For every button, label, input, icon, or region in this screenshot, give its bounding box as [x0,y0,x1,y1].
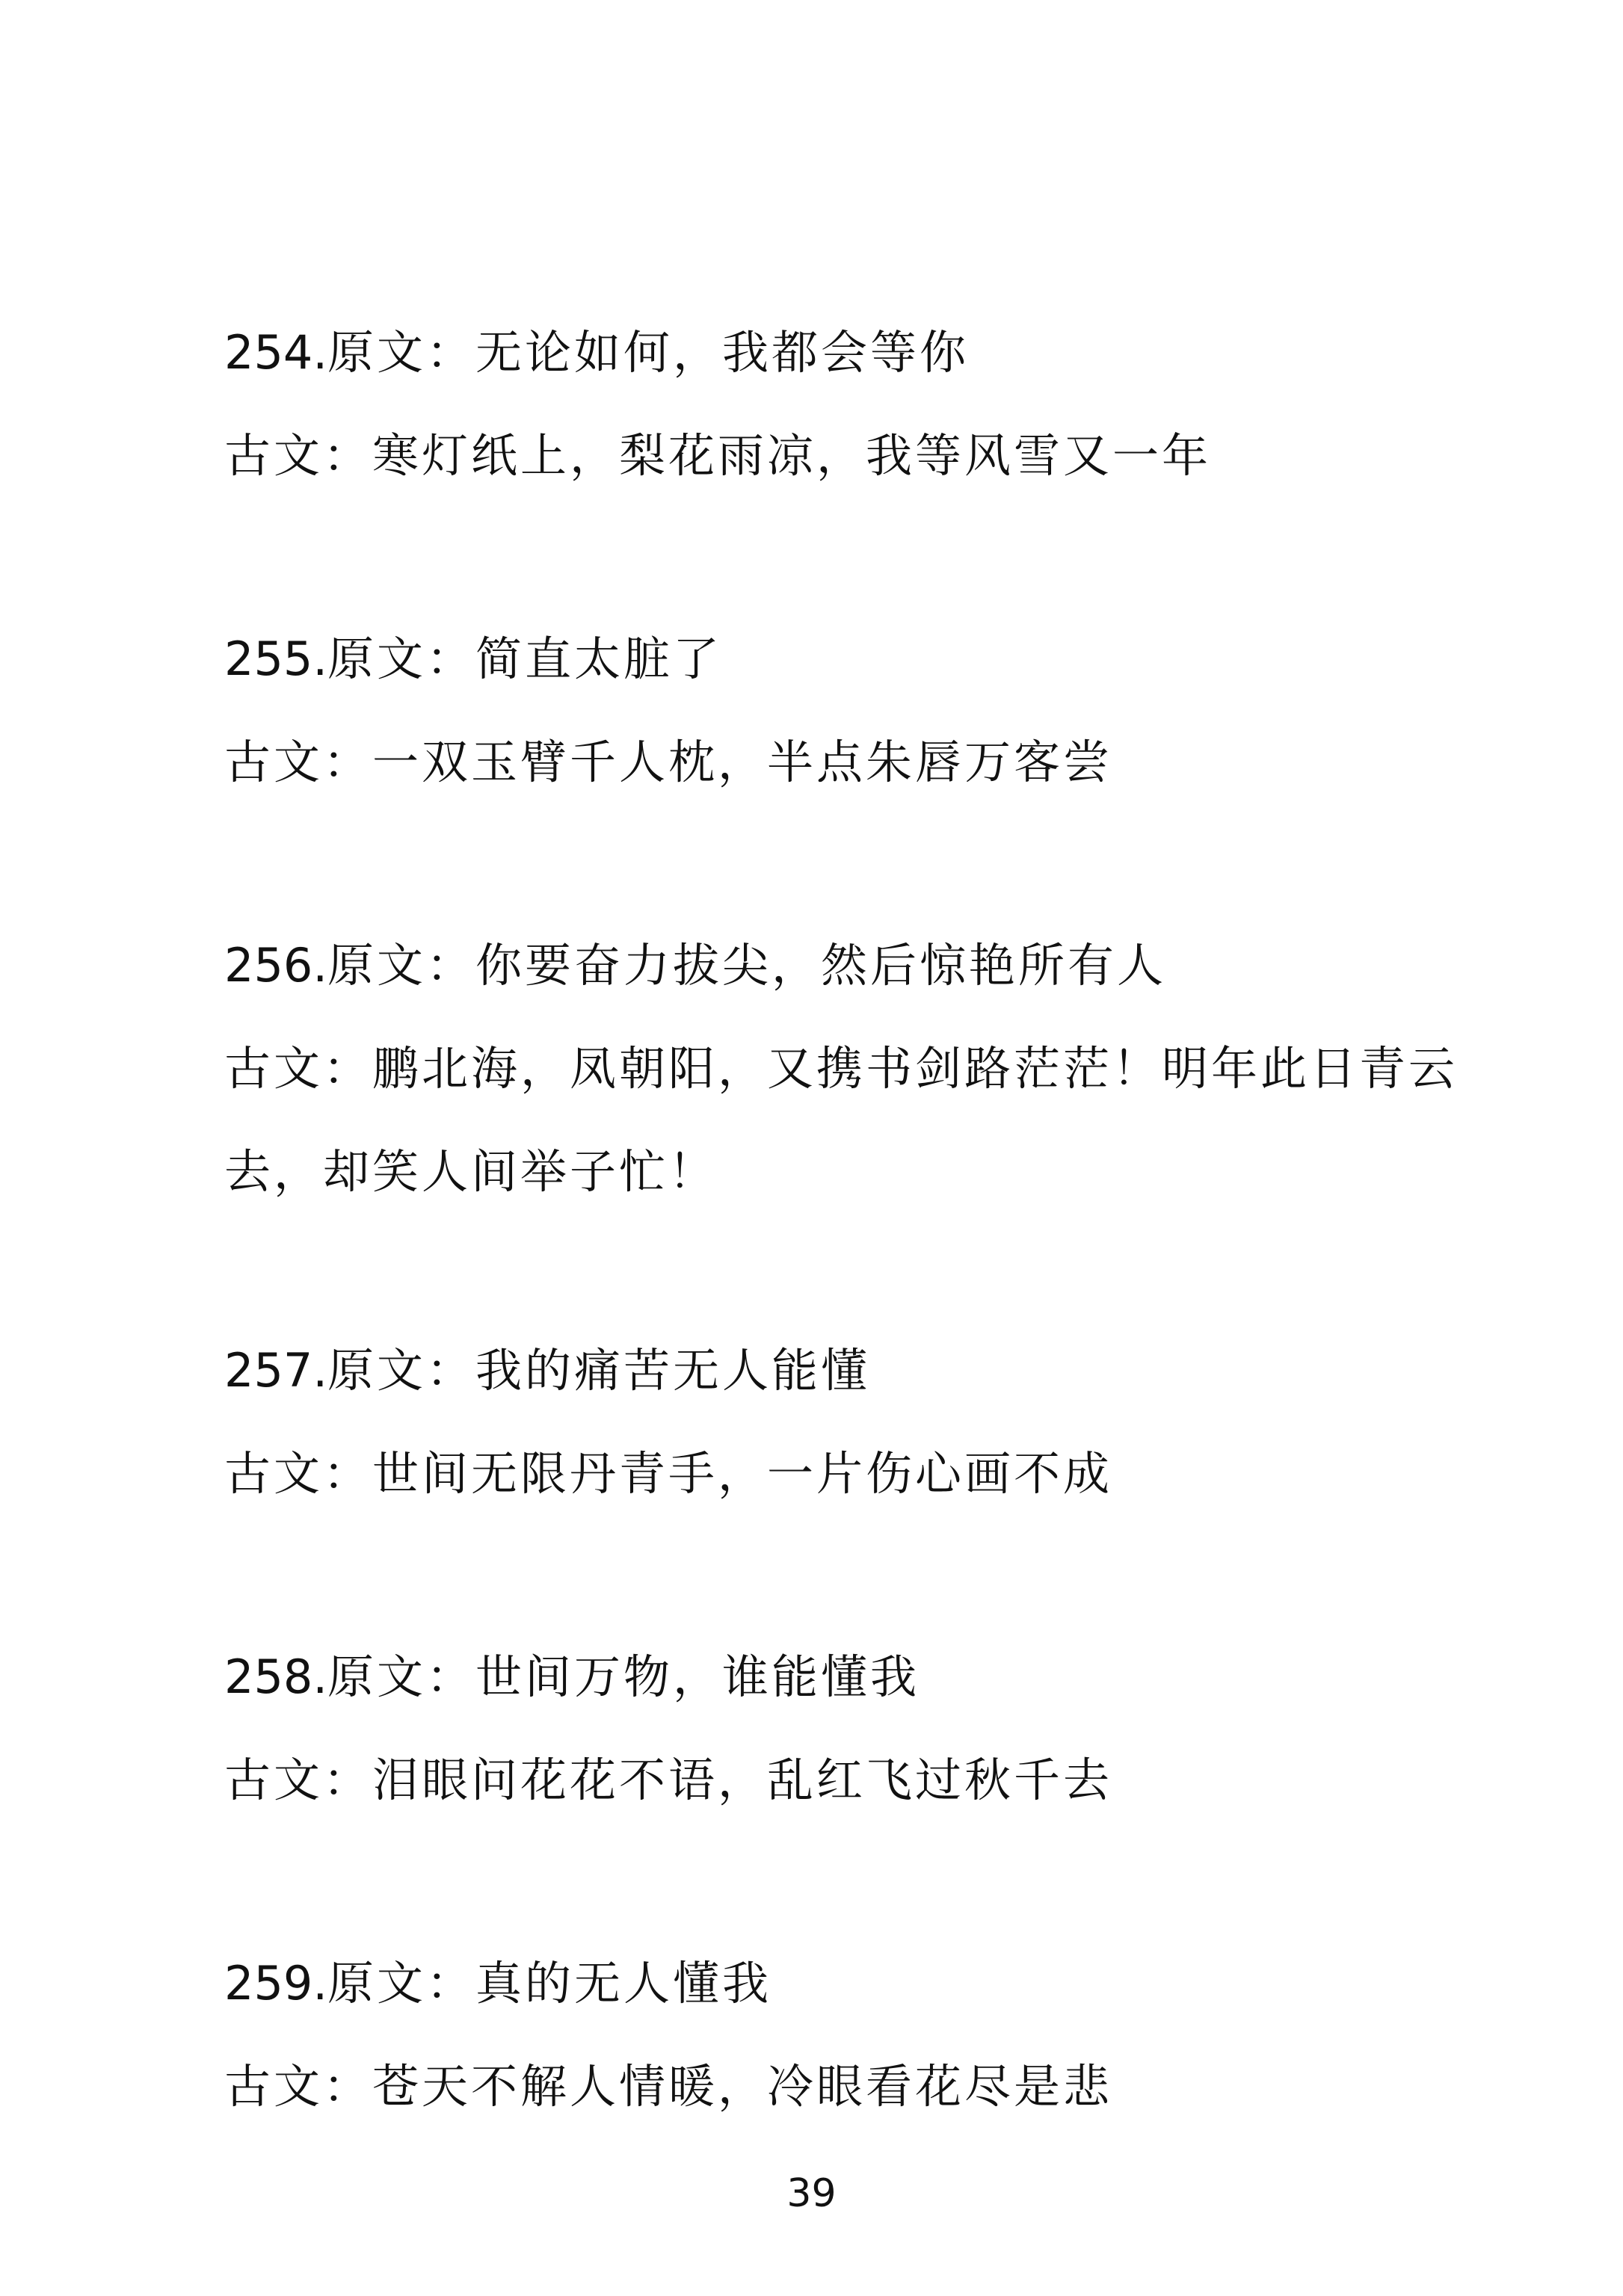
original-line [224,1341,870,1401]
classical-line: 古文：鹏北海，凤朝阳，又携书剑路茫茫！明年此日青云 [224,1041,1459,1096]
original-line [224,936,1166,996]
original-text: 原文：你要奋力拔尖，然后惊艳所有人 [327,938,1167,993]
classical-line: 古文：一双玉臂千人枕，半点朱唇万客尝 [224,735,1113,789]
entry-number: 256. [224,938,328,993]
original-line [224,1647,920,1707]
original-text: 原文：世间万物，谁能懂我 [327,1650,920,1704]
entry-number: 254. [224,325,328,380]
original-text: 原文：我的痛苦无人能懂 [327,1343,871,1398]
classical-line-continued: 去，却笑人间举子忙！ [224,1144,718,1199]
classical-line: 古文：泪眼问花花不语，乱红飞过秋千去 [224,1753,1113,1807]
original-text: 原文：简直太脏了 [327,632,723,686]
entry-number: 255. [224,632,328,686]
original-text: 原文：无论如何，我都会等你 [327,325,970,380]
entry-number: 257. [224,1343,328,1398]
entry-number: 259. [224,1956,328,2010]
classical-line: 古文：寒灯纸上，梨花雨凉，我等风雪又一年 [224,428,1212,483]
classical-line: 古文：苍天不解人情暖，冷眼看花尽是悲 [224,2059,1113,2114]
page-number: 39 [786,2171,837,2216]
original-text: 原文：真的无人懂我 [327,1956,772,2010]
original-line [224,629,722,689]
classical-line: 古文：世间无限丹青手，一片伤心画不成 [224,1446,1113,1501]
original-line [224,1954,772,2013]
entry-number: 258. [224,1650,328,1704]
original-line [224,323,969,383]
